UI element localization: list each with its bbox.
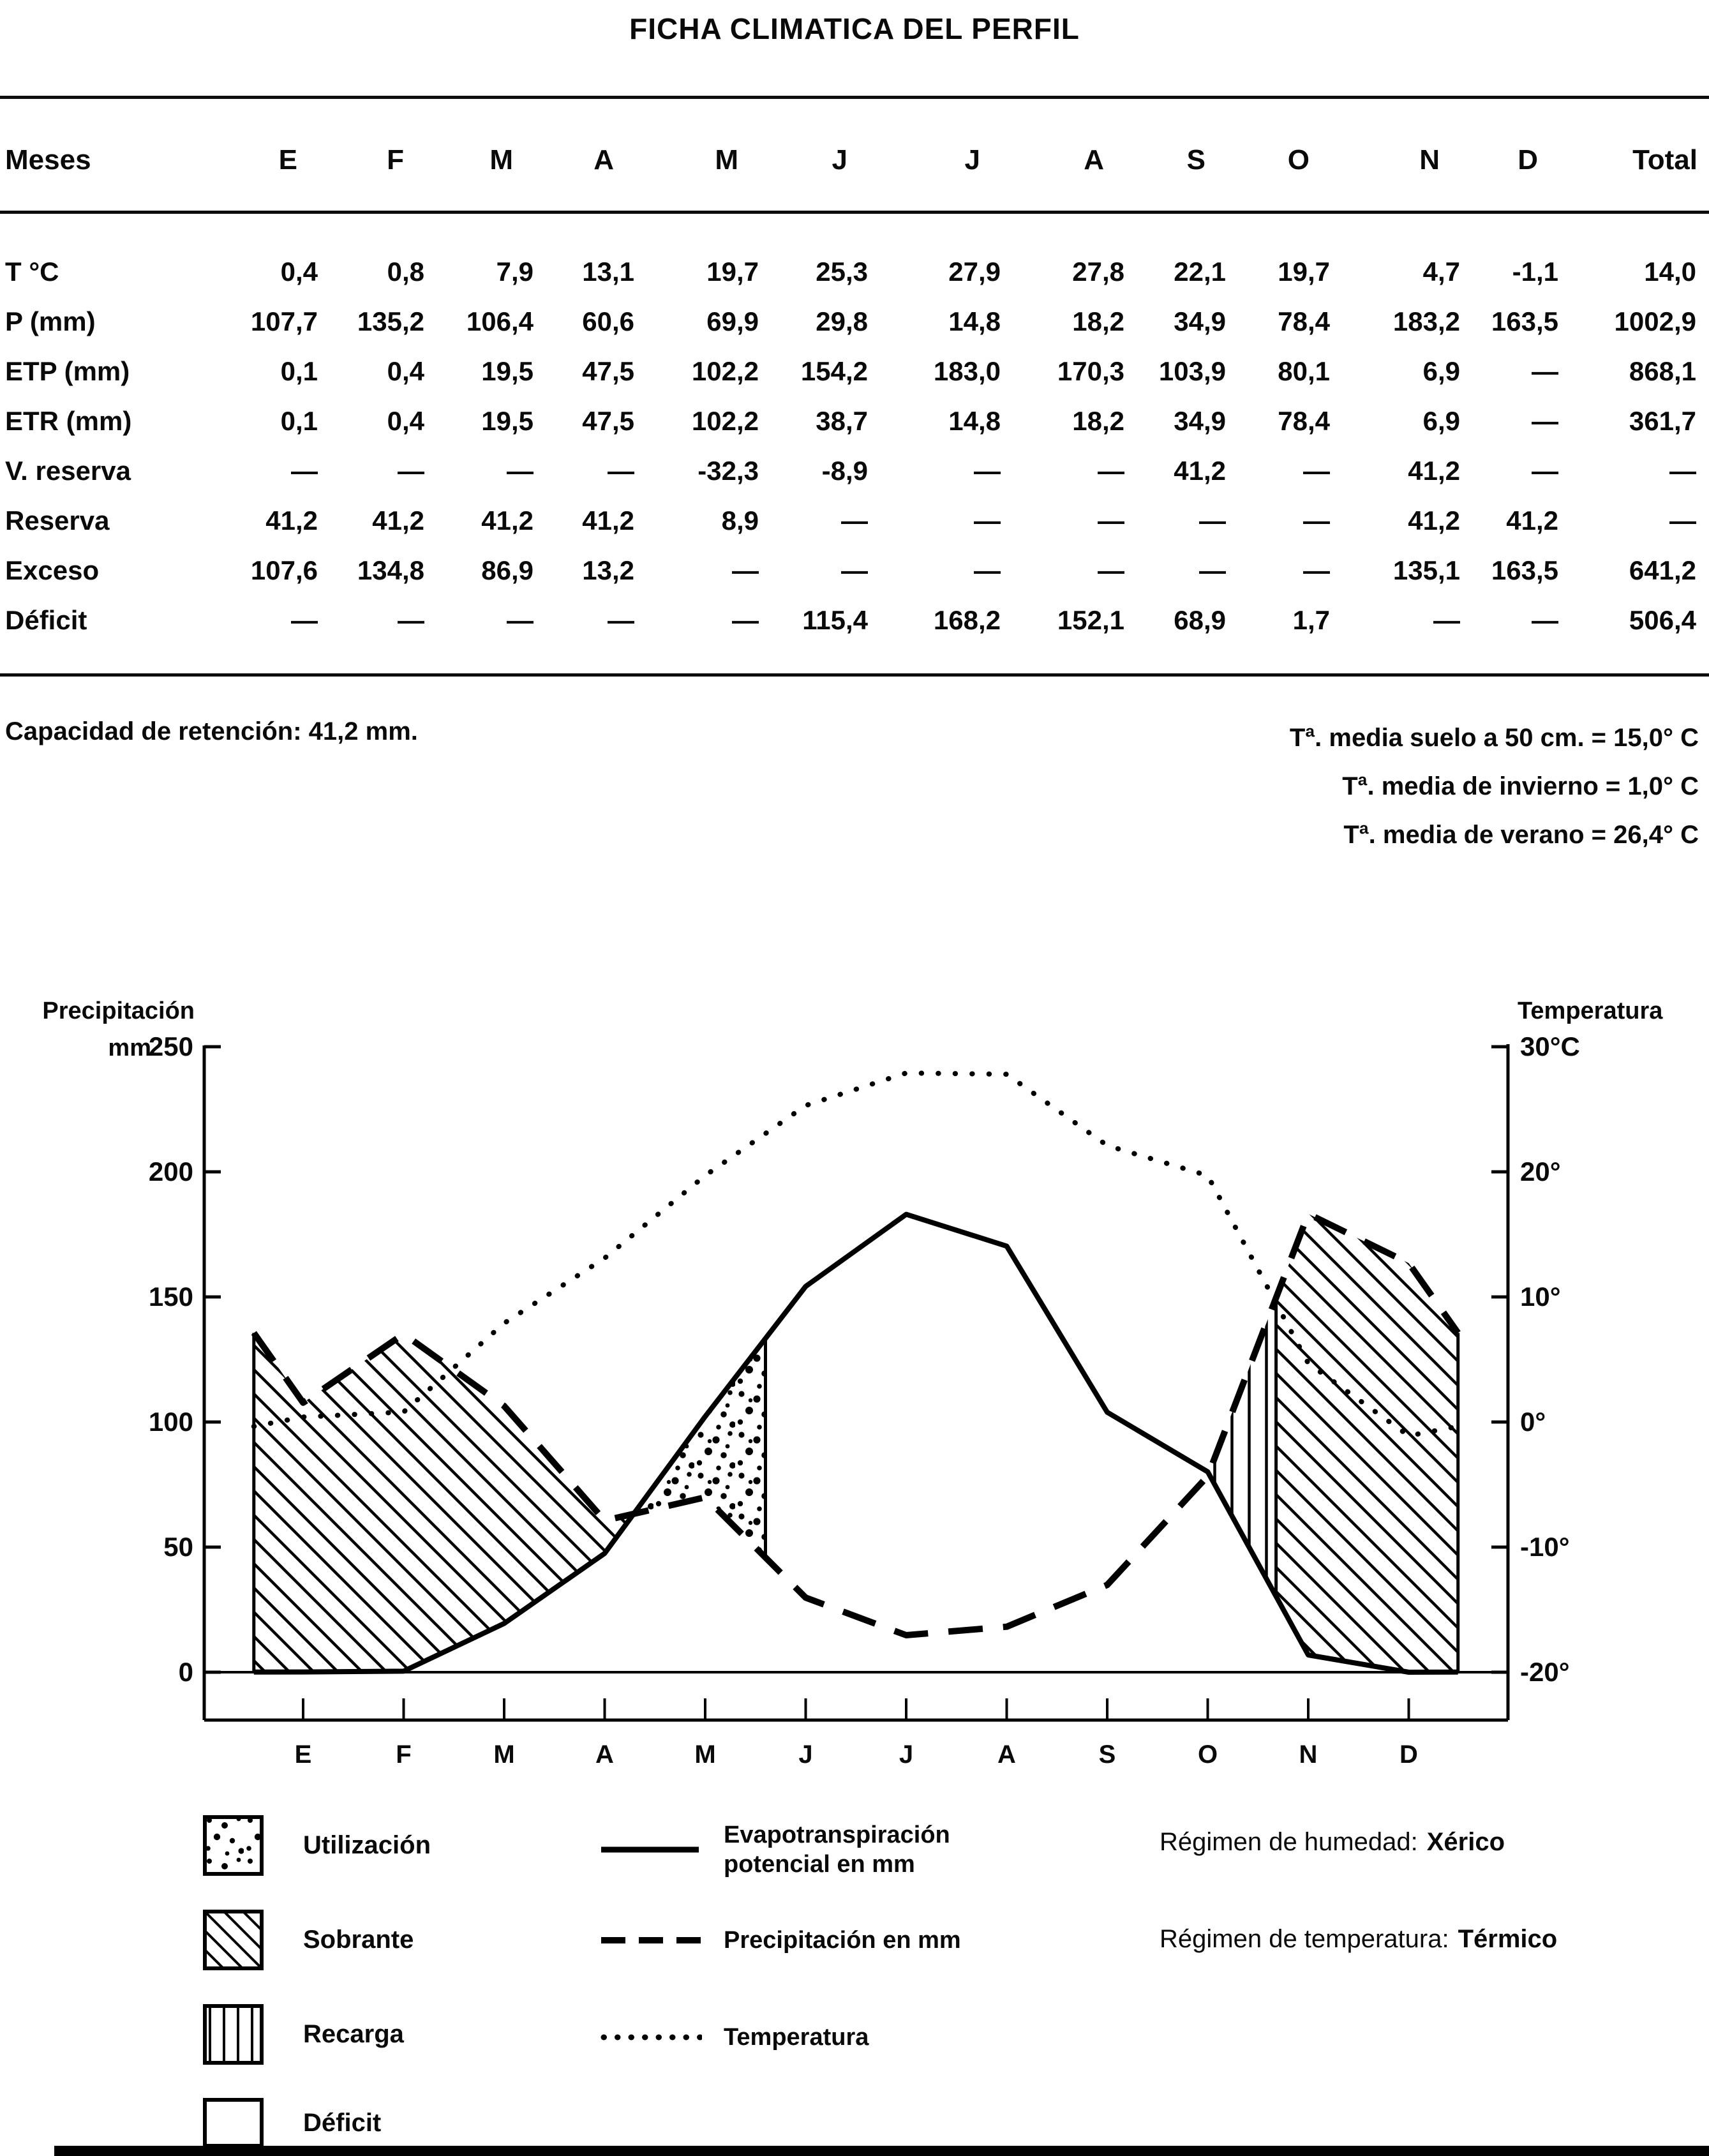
cell-value: 183,2 (1392, 306, 1460, 336)
cell-value: — (291, 456, 318, 486)
cell-value: — (1303, 505, 1330, 535)
x-label-month: S (1098, 1741, 1116, 1769)
x-label-month: N (1299, 1741, 1318, 1769)
cell-value: 107,7 (250, 306, 318, 336)
x-label-month: J (899, 1741, 914, 1769)
y-right-tick-label: 30°C (1520, 1031, 1580, 1061)
y-left-axis-unit: mm (108, 1035, 151, 1061)
cell-value: — (974, 505, 1001, 535)
area-sobrante-right (1276, 1214, 1458, 1672)
temperature-regime (1160, 1925, 1557, 1956)
cell-value: 0,4 (280, 257, 318, 287)
cell-value: 103,9 (1158, 356, 1226, 386)
row-label: ETR (mm) (5, 406, 132, 436)
cell-value: 47,5 (582, 356, 634, 386)
cell-value: — (507, 456, 534, 486)
y-left-tick-label: 0 (178, 1657, 193, 1687)
divider-top (0, 96, 1709, 99)
cell-value: 78,4 (1278, 306, 1330, 336)
cell-value: — (1532, 605, 1558, 635)
cell-value: 80,1 (1278, 356, 1330, 386)
cell-value: 14,8 (948, 306, 1001, 336)
cell-value: 29,8 (816, 306, 868, 336)
cell-value: — (1098, 555, 1124, 585)
cell-value: 13,2 (582, 555, 634, 585)
cell-value: 168,2 (933, 605, 1001, 635)
cell-value: 107,6 (250, 555, 318, 585)
cell-value: 19,7 (1278, 257, 1330, 287)
cell-value: — (1303, 456, 1330, 486)
legend-label-sobrante: Sobrante (303, 1925, 414, 1954)
legend-label-utilizacion: Utilización (303, 1830, 431, 1859)
y-left-tick-label: 200 (148, 1157, 193, 1187)
solid-line-icon (600, 1843, 702, 1856)
cell-value: 6,9 (1422, 406, 1460, 436)
recarga-swatch-icon (203, 2004, 264, 2065)
area-utilizacion (634, 1338, 766, 1557)
legend-row-precipitation-line (600, 1921, 961, 1959)
y-right-tick-label: 0° (1520, 1407, 1546, 1437)
cell-total: 1002,9 (1614, 306, 1696, 336)
cell-value: 8,9 (721, 505, 759, 535)
y-right-tick-label: 10° (1520, 1282, 1561, 1312)
cell-value: 86,9 (481, 555, 534, 585)
legend-row-temperature-line (600, 2018, 869, 2056)
cell-value: 19,7 (706, 257, 759, 287)
cell-value: — (974, 456, 1001, 486)
climate-table (3, 130, 1704, 645)
utilizacion-swatch-icon (203, 1815, 264, 1876)
cell-total: 506,4 (1629, 605, 1696, 635)
cell-value: — (398, 605, 424, 635)
row-label: Reserva (5, 505, 110, 535)
column-header-month-8: A (1084, 144, 1104, 176)
cell-value: — (1098, 505, 1124, 535)
column-header-month-7: J (964, 144, 980, 176)
cell-total: — (1669, 456, 1696, 486)
cell-value: — (1199, 555, 1226, 585)
x-label-month: A (997, 1741, 1016, 1769)
cell-value: 78,4 (1278, 406, 1330, 436)
legend-label-etp (724, 1820, 950, 1879)
cell-value: — (398, 456, 424, 486)
cell-total: 14,0 (1644, 257, 1696, 287)
cell-value: 6,9 (1422, 356, 1460, 386)
cell-value: 41,2 (372, 505, 424, 535)
legend-label-etp-line2: potencial en mm (724, 1851, 915, 1878)
table-header-row (3, 130, 1704, 191)
cell-value: 102,2 (691, 406, 759, 436)
cell-value: 102,2 (691, 356, 759, 386)
cell-value: 1,7 (1292, 605, 1330, 635)
table-row (3, 247, 1704, 297)
divider-under-table (0, 673, 1709, 677)
cell-value: — (1433, 605, 1460, 635)
table-spacer-cell (3, 191, 1704, 247)
legend-row-sobrante (203, 1909, 414, 1970)
cell-value: 27,9 (948, 257, 1001, 287)
cell-value: — (1532, 456, 1558, 486)
cell-value: 18,2 (1072, 306, 1124, 336)
y-right-axis-title: Temperatura (1518, 998, 1663, 1024)
cell-value: 0,8 (387, 257, 424, 287)
temperature-notes (1290, 714, 1699, 859)
table-row (3, 595, 1704, 645)
cell-value: 0,4 (387, 356, 424, 386)
cell-value: 22,1 (1174, 257, 1226, 287)
y-left-axis-title: Precipitación (42, 998, 195, 1024)
cell-value: 115,4 (802, 605, 868, 635)
cell-value: — (732, 555, 759, 585)
cell-value: 19,5 (481, 406, 534, 436)
x-label-month: J (798, 1741, 813, 1769)
humidity-regime-value: Xérico (1426, 1828, 1505, 1856)
x-label-month: M (493, 1741, 515, 1769)
cell-value: 154,2 (800, 356, 868, 386)
cell-total: — (1669, 505, 1696, 535)
cell-value: — (841, 505, 868, 535)
column-header-month-5: M (715, 144, 738, 176)
x-label-month: F (396, 1741, 412, 1769)
cell-value: 41,2 (265, 505, 318, 535)
table-spacer-row (3, 191, 1704, 247)
note-summer-temperature: Tª. media de verano = 26,4° C (1343, 821, 1699, 849)
column-header-month-9: S (1186, 144, 1205, 176)
legend-label-recarga: Recarga (303, 2019, 404, 2048)
cell-value: 47,5 (582, 406, 634, 436)
cell-value: 0,1 (280, 356, 318, 386)
cell-value: — (507, 605, 534, 635)
legend-row-recarga (203, 2003, 404, 2065)
cell-value: 106,4 (466, 306, 534, 336)
dashed-line-icon (600, 1934, 702, 1947)
page-title: FICHA CLIMATICA DEL PERFIL (629, 12, 1080, 45)
cell-value: 41,2 (1174, 456, 1226, 486)
cell-value: 13,1 (582, 257, 634, 287)
row-label: Déficit (5, 605, 87, 635)
cell-value: 38,7 (816, 406, 868, 436)
column-header-total: Total (1632, 144, 1698, 176)
cell-value: 134,8 (357, 555, 424, 585)
cell-value: — (1098, 456, 1124, 486)
cell-value: -32,3 (698, 456, 759, 486)
cell-value: 163,5 (1491, 306, 1558, 336)
retention-capacity-note: Capacidad de retención: 41,2 mm. (5, 717, 418, 745)
x-label-month: A (595, 1741, 614, 1769)
cell-value: 41,2 (1408, 456, 1460, 486)
cell-value: 41,2 (1408, 505, 1460, 535)
cell-value: 25,3 (816, 257, 868, 287)
temperature-regime-value: Térmico (1458, 1925, 1558, 1953)
y-left-tick-label: 250 (148, 1031, 193, 1061)
cell-value: -1,1 (1512, 257, 1558, 287)
cell-value: 18,2 (1072, 406, 1124, 436)
cell-value: 0,4 (387, 406, 424, 436)
x-label-month: E (294, 1741, 312, 1769)
table-row (3, 297, 1704, 347)
y-left-tick-label: 150 (148, 1282, 193, 1312)
cell-value: — (1532, 406, 1558, 436)
cell-total: 641,2 (1629, 555, 1696, 585)
cell-value: — (291, 605, 318, 635)
column-header-month-4: A (593, 144, 614, 176)
humidity-regime-label: Régimen de humedad: (1160, 1828, 1418, 1856)
cell-value: 4,7 (1422, 257, 1460, 287)
cell-value: 135,2 (357, 306, 424, 336)
column-header-month-3: M (489, 144, 513, 176)
cell-value: 135,1 (1392, 555, 1460, 585)
column-header-month-11: N (1419, 144, 1440, 176)
row-label: Exceso (5, 555, 100, 585)
cell-value: 7,9 (496, 257, 534, 287)
cell-value: — (608, 605, 634, 635)
cell-value: 69,9 (706, 306, 759, 336)
column-header-month-10: O (1287, 144, 1310, 176)
note-soil-temperature: Tª. media suelo a 50 cm. = 15,0° C (1289, 724, 1699, 752)
area-sobrante-left (254, 1333, 634, 1672)
x-label-month: M (694, 1741, 716, 1769)
temperature-regime-label: Régimen de temperatura: (1160, 1925, 1449, 1953)
cell-value: — (974, 555, 1001, 585)
table-row (3, 396, 1704, 446)
table-row (3, 546, 1704, 595)
legend-label-precipitation: Precipitación en mm (724, 1927, 961, 1954)
cell-value: — (841, 555, 868, 585)
dotted-line-icon (600, 2031, 702, 2044)
legend-label-etp-line1: Evapotranspiración (724, 1822, 950, 1848)
column-header-month-6: J (832, 144, 847, 176)
row-label: T °C (5, 257, 59, 287)
column-header-month-1: E (278, 144, 297, 176)
cell-value: — (1303, 555, 1330, 585)
row-label: ETP (mm) (5, 356, 130, 386)
y-right-tick-label: 20° (1520, 1157, 1561, 1187)
table-row (3, 496, 1704, 546)
cell-value: 68,9 (1174, 605, 1226, 635)
cell-total: 361,7 (1629, 406, 1696, 436)
cell-value: 41,2 (582, 505, 634, 535)
y-right-tick-label: -10° (1520, 1532, 1570, 1562)
legend-label-deficit: Déficit (303, 2108, 382, 2137)
cell-value: 34,9 (1174, 306, 1226, 336)
note-winter-temperature: Tª. media de invierno = 1,0° C (1342, 772, 1699, 800)
y-left-tick-label: 50 (163, 1532, 193, 1562)
x-label-month: D (1399, 1741, 1418, 1769)
cell-value: 163,5 (1491, 555, 1558, 585)
humidity-regime (1160, 1828, 1505, 1859)
cell-total: 868,1 (1629, 356, 1696, 386)
page-edge-bar (54, 2146, 1709, 2156)
cell-value: 60,6 (582, 306, 634, 336)
cell-value: 27,8 (1072, 257, 1124, 287)
row-label: P (mm) (5, 306, 96, 336)
cell-value: 19,5 (481, 356, 534, 386)
cell-value: 152,1 (1057, 605, 1124, 635)
legend-row-utilizacion (203, 1815, 431, 1876)
y-left-tick-label: 100 (148, 1407, 193, 1437)
cell-value: — (1199, 505, 1226, 535)
cell-value: 183,0 (933, 356, 1001, 386)
cell-value: 14,8 (948, 406, 1001, 436)
column-header-meses: Meses (5, 144, 91, 176)
climograph-chart (0, 983, 1709, 1819)
cell-value: 41,2 (481, 505, 534, 535)
x-label-month: O (1197, 1741, 1218, 1769)
cell-value: — (732, 605, 759, 635)
legend-row-deficit (203, 2098, 381, 2148)
column-header-month-2: F (387, 144, 404, 176)
column-header-month-12: D (1518, 144, 1538, 176)
table-row (3, 347, 1704, 396)
deficit-swatch-icon (203, 2098, 264, 2148)
cell-value: -8,9 (821, 456, 868, 486)
cell-value: — (608, 456, 634, 486)
cell-value: 0,1 (280, 406, 318, 436)
cell-value: 34,9 (1174, 406, 1226, 436)
cell-value: — (1532, 356, 1558, 386)
cell-value: 170,3 (1057, 356, 1124, 386)
table-row (3, 446, 1704, 496)
sobrante-swatch-icon (203, 1910, 264, 1970)
row-label: V. reserva (5, 456, 131, 486)
legend-label-temperature: Temperatura (724, 2024, 869, 2051)
cell-value: 41,2 (1506, 505, 1558, 535)
y-right-tick-label: -20° (1520, 1657, 1570, 1687)
legend-row-etp-line (600, 1820, 950, 1879)
